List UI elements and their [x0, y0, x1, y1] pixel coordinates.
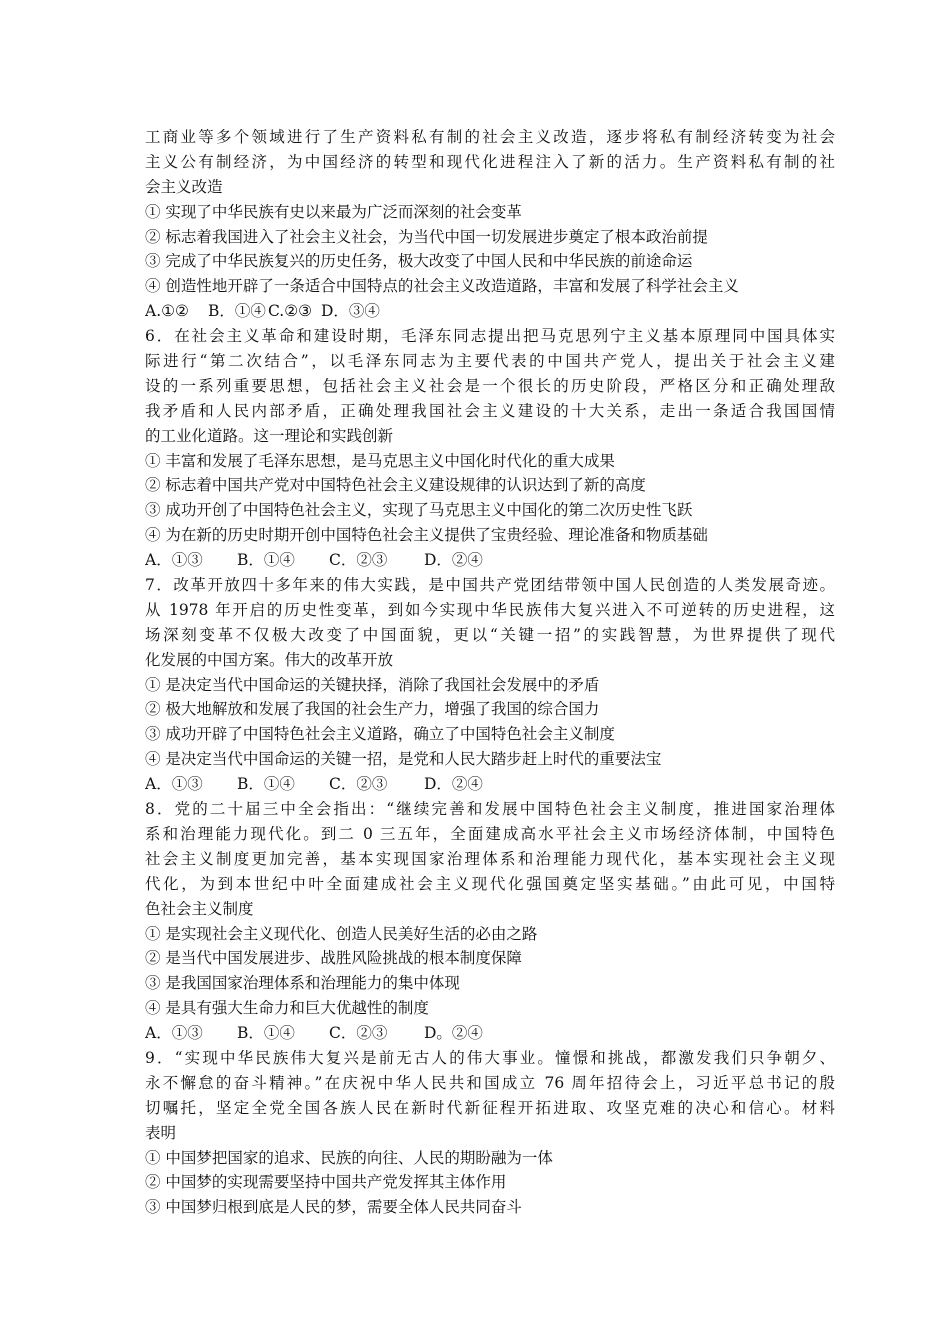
statement-item: ② 是当代中国发展进步、战胜风险挑战的根本制度保障 [145, 949, 522, 968]
option-c: C．②③ [329, 775, 388, 794]
option-a: A.①② [145, 302, 189, 321]
option-d: D．②④ [424, 775, 483, 794]
question-stem-line: 会主义改造 [145, 177, 223, 196]
question-stem-line: 社会主义制度更加完善，基本实现国家治理体系和治理能力现代化，基本实现社会主义现 [145, 849, 835, 868]
answer-options [145, 548, 835, 573]
option-d: D．③④ [321, 302, 380, 321]
option-a: A．①③ [145, 551, 203, 570]
statement-item: ② 极大地解放和发展了我国的社会生产力，增强了我国的综合国力 [145, 700, 600, 719]
question-stem-line: 6．在社会主义革命和建设时期，毛泽东同志提出把马克思列宁主义基本原理同中国具体实 [145, 327, 835, 346]
question-stem-line: 9．“实现中华民族伟大复兴是前无古人的伟大事业。憧憬和挑战，都激发我们只争朝夕、 [145, 1048, 835, 1067]
statement-item: ④ 是决定当代中国命运的关键一招，是党和人民大踏步赶上时代的重要法宝 [145, 750, 662, 769]
statement-item: ③ 完成了中华民族复兴的历史任务，极大改变了中国人民和中华民族的前途命运 [145, 252, 693, 271]
statement-item: ② 标志着我国进入了社会主义社会，为当代中国一切发展进步奠定了根本政治前提 [145, 227, 708, 246]
question-9 [145, 1046, 835, 1220]
statement-item: ① 是实现社会主义现代化、创造人民美好生活的必由之路 [145, 924, 538, 943]
option-c: C.②③ [268, 302, 313, 321]
answer-options [145, 1021, 835, 1046]
question-7 [145, 573, 835, 797]
question-stem-line: 色社会主义制度 [145, 899, 254, 918]
option-b: B．①④ [237, 775, 295, 794]
statement-item: ② 中国梦的实现需要坚持中国共产党发挥其主体作用 [145, 1173, 507, 1192]
statement-item: ④ 为在新的历史时期开创中国特色社会主义提供了宝贵经验、理论准备和物质基础 [145, 526, 708, 545]
question-stem-line: 从 1978 年开启的历史性变革，到如今实现中华民族伟大复兴进入不可逆转的历史进程，这 [145, 600, 835, 619]
answer-options [145, 299, 835, 324]
statement-item: ④ 是具有强大生命力和巨大优越性的制度 [145, 999, 429, 1018]
question-stem-line: 代化，为到本世纪中叶全面建成社会主义现代化强国奠定坚实基础。”由此可见，中国特 [145, 874, 835, 893]
document-page [145, 125, 835, 1220]
question-8 [145, 797, 835, 1046]
question-stem-line: 切嘱托，坚定全党全国各族人民在新时代新征程开拓进取、攻坚克难的决心和信心。材料 [145, 1098, 835, 1117]
question-stem-line: 主义公有制经济，为中国经济的转型和现代化进程注入了新的活力。生产资料私有制的社 [145, 152, 835, 171]
question-stem-line: 的工业化道路。这一理论和实践创新 [145, 426, 394, 445]
statement-item: ② 标志着中国共产党对中国特色社会主义建设规律的认识达到了新的高度 [145, 476, 646, 495]
statement-item: ① 是决定当代中国命运的关键抉择，消除了我国社会发展中的矛盾 [145, 675, 600, 694]
question-stem-line: 7．改革开放四十多年来的伟大实践，是中国共产党团结带领中国人民创造的人类发展奇迹。 [145, 576, 835, 595]
question-stem-line: 工商业等多个领域进行了生产资料私有制的社会主义改造，逐步将私有制经济转变为社会 [145, 128, 835, 146]
option-d: D。②④ [424, 1024, 483, 1043]
question-stem-line: 表明 [145, 1123, 177, 1142]
question-stem-line: 系和治理能力现代化。到二 0 三五年，全面建成高水平社会主义市场经济体制，中国特色 [145, 824, 835, 843]
option-d: D．②④ [424, 551, 483, 570]
statement-item: ① 实现了中华民族有史以来最为广泛而深刻的社会变革 [145, 202, 522, 221]
statement-item: ④ 创造性地开辟了一条适合中国特点的社会主义改造道路，丰富和发展了科学社会主义 [145, 277, 739, 296]
question-stem-line: 际进行“第二次结合”，以毛泽东同志为主要代表的中国共产党人，提出关于社会主义建 [145, 352, 835, 371]
statement-item: ③ 是我国国家治理体系和治理能力的集中体现 [145, 974, 460, 993]
question-stem-line: 设的一系列重要思想，包括社会主义社会是一个很长的历史阶段，严格区分和正确处理敌 [145, 376, 835, 395]
statement-item: ③ 成功开辟了中国特色社会主义道路，确立了中国特色社会主义制度 [145, 725, 615, 744]
answer-options [145, 772, 835, 797]
statement-item: ③ 中国梦归根到底是人民的梦，需要全体人民共同奋斗 [145, 1198, 522, 1217]
option-c: C．②③ [329, 551, 388, 570]
question-stem-line: 场深刻变革不仅极大改变了中国面貌，更以“关键一招”的实践智慧，为世界提供了现代 [145, 625, 835, 644]
statement-item: ③ 成功开创了中国特色社会主义，实现了马克思主义中国化的第二次历史性飞跃 [145, 501, 693, 520]
question-stem-line: 化发展的中国方案。伟大的改革开放 [145, 650, 394, 669]
statement-item: ① 丰富和发展了毛泽东思想，是马克思主义中国化时代化的重大成果 [145, 451, 615, 470]
question-stem-line: 我矛盾和人民内部矛盾，正确处理我国社会主义建设的十大关系，走出一条适合我国国情 [145, 401, 835, 420]
option-b: B．①④ [208, 302, 266, 321]
question-5 [145, 125, 835, 324]
statement-item: ① 中国梦把国家的追求、民族的向往、人民的期盼融为一体 [145, 1148, 553, 1167]
question-stem-line: 8．党的二十届三中全会指出：“继续完善和发展中国特色社会主义制度，推进国家治理体 [145, 800, 835, 819]
option-a: A．①③ [145, 775, 203, 794]
option-b: B．①④ [237, 551, 295, 570]
question-6 [145, 324, 835, 573]
option-b: B．①④ [237, 1024, 295, 1043]
question-stem-line: 永不懈怠的奋斗精神。”在庆祝中华人民共和国成立 76 周年招待会上，习近平总书记的殷 [145, 1073, 835, 1092]
option-c: C．②③ [329, 1024, 388, 1043]
option-a: A．①③ [145, 1024, 203, 1043]
